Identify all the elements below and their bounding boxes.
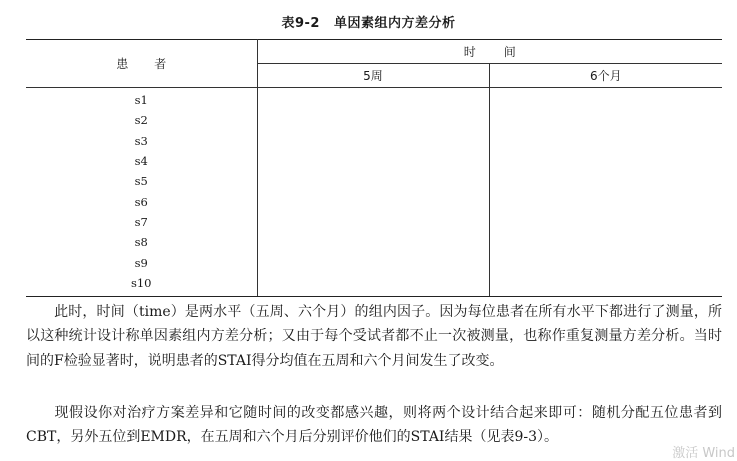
patient-id: s8 xyxy=(26,232,257,252)
body-paragraph xyxy=(26,401,722,450)
header-6-months: 6个月 xyxy=(489,64,722,88)
patient-id: s9 xyxy=(26,252,257,272)
table-number: 表9-2 xyxy=(281,16,320,31)
table-row xyxy=(26,252,722,272)
activation-watermark: 激活 Wind xyxy=(672,446,735,461)
table-caption xyxy=(0,12,737,31)
cell-6m xyxy=(489,212,722,232)
cell-6m xyxy=(489,252,722,272)
table-row xyxy=(26,273,722,297)
body-paragraph xyxy=(26,300,722,373)
table-row xyxy=(26,191,722,211)
cell-5w xyxy=(257,88,489,111)
patient-id: s2 xyxy=(26,110,257,130)
cell-5w xyxy=(257,212,489,232)
table-row xyxy=(26,110,722,130)
patient-id: s10 xyxy=(26,273,257,297)
cell-6m xyxy=(489,88,722,111)
cell-5w xyxy=(257,273,489,297)
cell-6m xyxy=(489,131,722,151)
cell-5w xyxy=(257,252,489,272)
cell-5w xyxy=(257,151,489,171)
patient-id: s5 xyxy=(26,171,257,191)
cell-6m xyxy=(489,171,722,191)
table-row xyxy=(26,232,722,252)
patient-id: s3 xyxy=(26,131,257,151)
table-row xyxy=(26,88,722,111)
cell-5w xyxy=(257,191,489,211)
header-time: 时间 xyxy=(257,40,722,64)
cell-6m xyxy=(489,110,722,130)
cell-5w xyxy=(257,110,489,130)
table-row xyxy=(26,212,722,232)
table-title: 单因素组内方差分析 xyxy=(333,16,456,31)
patient-id: s6 xyxy=(26,191,257,211)
cell-6m xyxy=(489,151,722,171)
cell-5w xyxy=(257,232,489,252)
cell-6m xyxy=(489,232,722,252)
anova-table xyxy=(26,39,722,297)
cell-6m xyxy=(489,273,722,297)
cell-5w xyxy=(257,131,489,151)
patient-id: s1 xyxy=(26,88,257,111)
paragraph-text: 此时，时间（time）是两水平（五周、六个月）的组内因子。因为每位患者在所有水平下都进行了测量，所以这种统计设计称单因素组内方差分析；又由于每个受试者都不止一次被测量，也称作重复测量方差分析。当时间的F检验显著时，说明患者的STAI得分均值在五周和六个月间发生了改变。 xyxy=(26,304,722,369)
cell-6m xyxy=(489,191,722,211)
table-row xyxy=(26,131,722,151)
header-5-weeks: 5周 xyxy=(257,64,489,88)
table-row xyxy=(26,171,722,191)
table-row xyxy=(26,151,722,171)
header-patient: 患者 xyxy=(26,40,257,88)
patient-id: s7 xyxy=(26,212,257,232)
paragraph-text: 现假设你对治疗方案差异和它随时间的改变都感兴趣，则将两个设计结合起来即可：随机分配五位患者到CBT，另外五位到EMDR，在五周和六个月后分别评价他们的STAI结果（见表9-3）。 xyxy=(26,405,722,446)
patient-id: s4 xyxy=(26,151,257,171)
cell-5w xyxy=(257,171,489,191)
